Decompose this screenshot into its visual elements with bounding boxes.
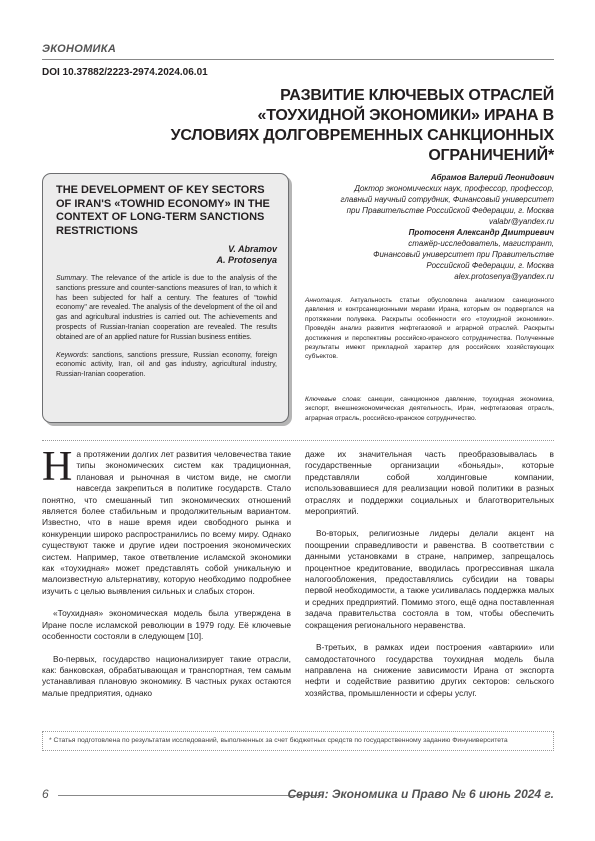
footer-divider (58, 795, 320, 796)
ru-keywords-text: : санкции, санкционное давление, тоухидная экономика, экспорт, внешнеэкономическая деятельность, Иран, нефтегазовая отрасль, аграрная отрасль, российско-иранское сотрудничество. (305, 396, 554, 422)
english-title: THE DEVELOPMENT OF KEY SECTORS OF IRAN'S «TOWHID ECONOMY» IN THE CONTEXT OF LONG-TERM SANCTIONS RESTRICTIONS (56, 184, 270, 237)
english-abstract-box (42, 173, 289, 423)
author-1-affiliation: при Правительстве Российской Федерации, г. Москва (346, 206, 554, 215)
author-1-email[interactable]: valabr@yandex.ru (488, 217, 554, 226)
body-column-left (42, 444, 291, 699)
russian-keywords (305, 395, 554, 423)
keywords-text: : sanctions, sanctions pressure, Russian economy, foreign economic activity, Iran, oil and gas industry, agricultural industry, Russian-Iranian cooperation. (56, 351, 277, 379)
section-label: ЭКОНОМИКА (42, 43, 117, 55)
author-2-position: стажёр-исследователь, магистрант, (408, 239, 554, 248)
body-column-right (305, 449, 554, 699)
author-2-affiliation: Финансовый университет при Правительстве (373, 250, 554, 259)
english-author-2: A. Protosenya (216, 255, 277, 265)
author-info (300, 172, 554, 282)
abstract-label: Аннотация (305, 297, 341, 304)
author-2-name: Протосеня Александр Дмитриевич (408, 228, 554, 237)
russian-abstract (305, 296, 554, 362)
english-author-1: V. Abramov (228, 244, 277, 254)
article-title: РАЗВИТИЕ КЛЮЧЕВЫХ ОТРАСЛЕЙ «ТОУХИДНОЙ ЭКОНОМИКИ» ИРАНА В УСЛОВИЯХ ДОЛГОВРЕМЕННЫХ САНКЦИОННЫХ ОГРАНИЧЕНИЙ* (170, 87, 554, 164)
author-1-position: главный научный сотрудник, Финансовый университет (340, 195, 554, 204)
ru-keywords-label: Ключевые слова (305, 396, 360, 403)
english-keywords (56, 351, 277, 380)
author-1-name: Абрамов Валерий Леонидович (430, 173, 554, 182)
paragraph-5: Во-вторых, религиозные лидеры делали акцент на поощрении справедливости и равенства. В соответствии с данными установками в стране, например, запрещалось процентное кредитование, вводилась прогрессивная шкала налогообложения, предоставлялись субсидии на товары первой необходимости, а также усиливалась поддержка малых и средних предприятий. Помимо этого, ещё одна поставленная задача правительства состояла в том, чтобы обеспечить сокращения регионального неравенства. (305, 528, 554, 630)
author-2-affiliation-2: Российской Федерации, г. Москва (426, 261, 554, 270)
author-1-degree: Доктор экономических наук, профессор, профессор, (354, 184, 554, 193)
drop-cap: Н (42, 444, 73, 490)
summary-label: Summary (56, 275, 86, 282)
footnote: * Статья подготовлена по результатам исследований, выполненных за счет бюджетных средств по государственному заданию Финуниверситета (42, 731, 554, 751)
journal-series: Серия: Экономика и Право № 6 июнь 2024 г. (287, 787, 554, 801)
page-number: 6 (42, 787, 49, 801)
paragraph-6: В-третьих, в рамках идеи построения «автаркии» или самодостаточного государства тоухидная модель была направлена на снижение зависимости Ирана от экспорта нефти и содействие развитию других секторов: сельского хозяйства, промышленности и сферы услуг. (305, 642, 554, 698)
author-2-email[interactable]: alex.protosenya@yandex.ru (454, 272, 554, 281)
paragraph-3: Во-первых, государство национализирует такие отрасли, как: банковская, обрабатывающая и транспортная, тем самым устанавливая плановую экономику. В частных руках остаются малые предприятия, однако (42, 653, 291, 698)
page-footer (42, 787, 554, 803)
keywords-label: Keywords (56, 351, 87, 359)
english-summary (56, 274, 277, 343)
paragraph-4: даже их значительная часть преобразовывалась в государственные организации «боньяды», которые представляли собой холдинговые компании, использовавшиеся для реализации новой политики в разных отраслях и поддержки социальных и благотворительных мероприятий. (305, 449, 554, 517)
header-divider (42, 59, 554, 60)
abstract-text: . Актуальность статьи обусловлена анализом санкционного давления и контрсанкционными мерами Ирана, которым он подвергался на протяжении полувека. Раскрыты особенности его «тоухидной экономики». Проведён анализ развития нефтегазовой и аграрной отраслей. Раскрыты достижения и перспективы российско-иранского сотрудничества. Полученные результаты имеют прикладной характер для российских хозяйствующих субъектов. (305, 297, 554, 361)
body-divider (42, 440, 554, 441)
english-authors (56, 244, 277, 266)
paragraph-2: «Тоухидная» экономическая модель была утверждена в Иране после исламской революции в 1979 году. Её ключевые особенности состояли в следующем [10]. (42, 608, 291, 642)
paragraph-1-text: а протяжении долгих лет развития человечества такие типы экономических систем как традиционная, плановая и рыночная в чистом виде, не смогли навсегда закрепиться в политике государств. Стало понятно, что смешанный тип экономических отношений является более стабильным и продолжительным вариантом. Известно, что в наше время идеи свободного рынка и конкуренции широко распространились по всему миру. Однако существуют также и другие идеи построения экономических систем. Например, такое ответвление исламской экономики как «тоухидная» может представлять собой уникальную и малоизвестную альтернативу, которую необходимо подробнее изучить с целью выявления сильных и слабых сторон. (42, 449, 291, 596)
paragraph-1 (42, 444, 291, 597)
summary-text: . The relevance of the article is due to the analysis of the sanctions pressure and counter-sanctions measures of Iran, to which it has been subjected for half a century. The features of "towhid economy" are revealed. The analysis of the development of the oil and gas and agricultural industries is carried out. The achievements and prospects of Russian-Iranian cooperation are revealed. The results obtained are of an applied nature for Russian business entities. (56, 275, 277, 341)
doi[interactable]: DOI 10.37882/2223-2974.2024.06.01 (42, 67, 208, 78)
